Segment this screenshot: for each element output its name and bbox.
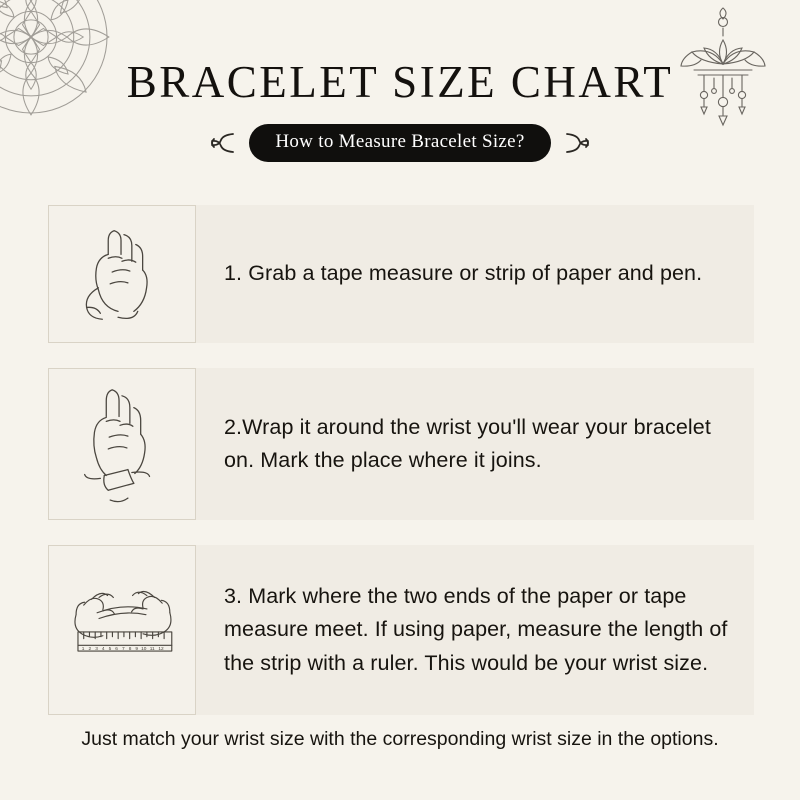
svg-text:9: 9 (135, 647, 139, 653)
hand-fist-with-tape-illustration-icon (48, 205, 196, 343)
step-item (48, 205, 754, 343)
footer-note: Just match your wrist size with the corresponding wrist size in the options. (81, 728, 719, 750)
flourish-ornament-right-icon (563, 129, 593, 157)
subtitle-row (0, 124, 800, 162)
step-item (48, 368, 754, 520)
page-title: BRACELET SIZE CHART (126, 57, 674, 107)
step-text: 1. Grab a tape measure or strip of paper and pen. (224, 261, 703, 286)
svg-text:12: 12 (158, 647, 164, 653)
svg-text:5: 5 (108, 647, 112, 653)
flourish-ornament-left-icon (207, 129, 237, 157)
svg-text:3: 3 (95, 647, 98, 653)
svg-text:7: 7 (122, 647, 125, 653)
step-text: 2.Wrap it around the wrist you'll wear your bracelet on. Mark the place where it joins. (224, 414, 711, 472)
svg-text:10: 10 (141, 647, 147, 653)
step-text: 3. Mark where the two ends of the paper or tape measure meet. If using paper, measure the length of the strip with a ruler. This would be your wrist size. (224, 584, 728, 675)
svg-text:4: 4 (101, 647, 105, 653)
svg-text:6: 6 (115, 647, 118, 653)
step-item (48, 545, 754, 715)
svg-text:2: 2 (88, 647, 92, 653)
svg-text:11: 11 (149, 647, 155, 653)
subtitle-pill: How to Measure Bracelet Size? (249, 124, 550, 162)
svg-text:1: 1 (81, 647, 85, 653)
svg-text:8: 8 (128, 647, 132, 653)
hand-wrapping-tape-around-wrist-illustration-icon (48, 368, 196, 520)
steps-list (48, 205, 754, 740)
hands-measuring-strip-with-ruler-illustration-icon (48, 545, 196, 715)
